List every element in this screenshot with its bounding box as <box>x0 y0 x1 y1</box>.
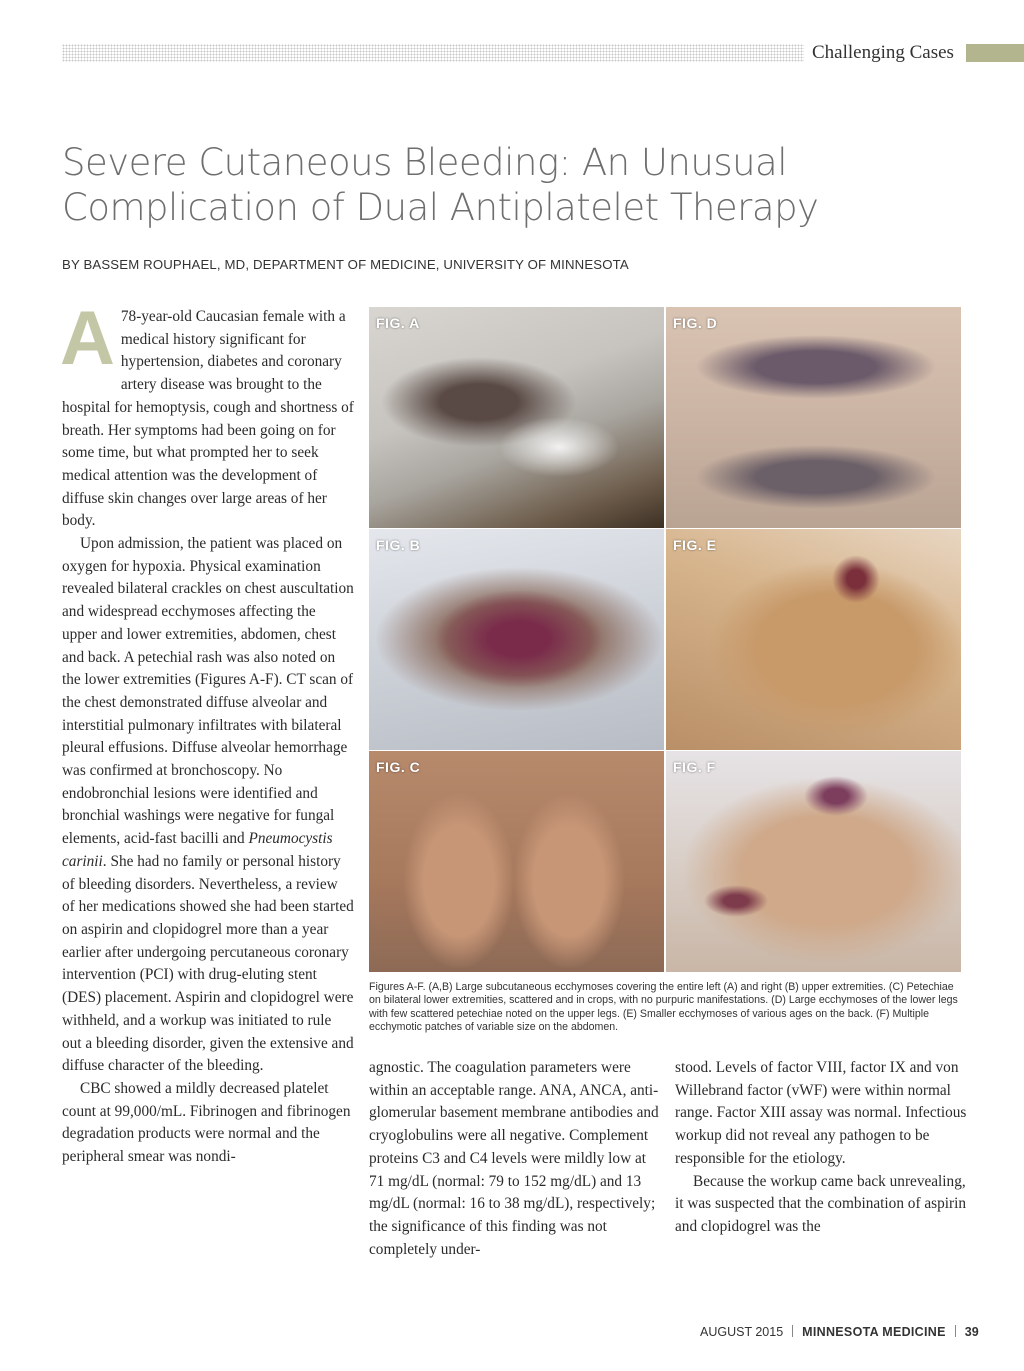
footer-divider <box>955 1325 956 1337</box>
figure-c-image <box>369 751 664 972</box>
figure-e-image <box>666 529 961 750</box>
paragraph-3: CBC showed a mildly decreased platelet count at 99,000/mL. Fibrinogen and fibrinogen degradation products were normal and the peripheral smear was nondi- <box>62 1079 351 1166</box>
header-accent-bar <box>966 44 1024 62</box>
footer-divider <box>792 1325 793 1337</box>
figure-a-image <box>369 307 664 528</box>
figure-b-image <box>369 529 664 750</box>
figure-d-label: FIG. D <box>673 315 718 331</box>
header-dot-pattern <box>62 44 804 62</box>
figure-e-label: FIG. E <box>673 537 717 553</box>
paragraph-2-text-b: . She had no family or personal history of bleeding disorders. Nevertheless, a review of her medications showed she had been started on aspirin and clopidogrel more than a year earlier after undergoing percutaneous coronary intervention (PCI) with drug-eluting stent (DES) placement. Aspirin and clopidogrel were withheld, and a workup was initiated to rule out a bleeding disorder, given the extensive and diffuse character of the bleeding. <box>62 852 354 1075</box>
figure-d-image <box>666 307 961 528</box>
text-column-2 <box>369 1057 661 1261</box>
article-title-line-2: Complication of Dual Antiplatelet Therapy <box>62 186 819 229</box>
figure-grid <box>369 307 961 972</box>
issue-date: AUGUST 2015 <box>700 1325 784 1339</box>
article-title <box>62 140 962 230</box>
figure-c-label: FIG. C <box>376 759 421 775</box>
journal-name: MINNESOTA MEDICINE <box>802 1325 946 1339</box>
paragraph-2-italic: Pneumocystis carinii <box>62 830 333 870</box>
figure-b-label: FIG. B <box>376 537 421 553</box>
paragraph-2 <box>62 533 354 1078</box>
page-footer <box>700 1325 979 1339</box>
paragraph-5: stood. Levels of factor VIII, factor IX and von Willebrand factor (vWF) were within normal range. Factor XIII assay was normal. Infectious workup did not reveal any pathogen to be responsible for the etiology. <box>675 1059 967 1167</box>
text-column-3 <box>675 1057 967 1239</box>
paragraph-6: Because the workup came back unrevealing, it was suspected that the combination of aspirin and clopidogrel was the <box>675 1172 966 1235</box>
drop-cap: A <box>60 296 115 381</box>
paragraph-1 <box>60 296 354 533</box>
figure-f-label: FIG. F <box>673 759 716 775</box>
paragraph-4: agnostic. The coagulation parameters were within an acceptable range. ANA, ANCA, anti-glomerular basement membrane antibodies and cryoglobulins were all negative. Complement proteins C3 and C4 levels were mildly low at 71 mg/dL (normal: 79 to 152 mg/dL) and 13 mg/dL (normal: 16 to 38 mg/dL), respectively; the significance of this finding was not completely under- <box>369 1059 659 1258</box>
article-title-line-1: Severe Cutaneous Bleeding: An Unusual <box>62 141 788 184</box>
figure-a-label: FIG. A <box>376 315 420 331</box>
page-number: 39 <box>964 1325 979 1339</box>
byline: BY BASSEM ROUPHAEL, MD, DEPARTMENT OF MEDICINE, UNIVERSITY OF MINNESOTA <box>62 257 629 272</box>
paragraph-2-text-a: Upon admission, the patient was placed on oxygen for hypoxia. Physical examination revealed bilateral crackles on chest auscultation and widespread ecchymoses affecting the upper and lower extremities, abdomen, chest and back. A petechial rash was also noted on the lower extremities (Figures A-F). CT scan of the chest demonstrated diffuse alveolar and interstitial pulmonary infiltrates with bilateral pleural effusions. Diffuse alveolar hemorrhage was confirmed at bronchoscopy. No endobronchial lesions were identified and bronchial washings were negative for fungal elements, acid-fast bacilli and <box>62 535 354 848</box>
section-label: Challenging Cases <box>812 42 954 63</box>
paragraph-1-text: 78-year-old Caucasian female with a medical history significant for hypertension, diabetes and coronary artery disease was brought to the hospital for hemoptysis, cough and shortness of breath. Her symptoms had been going on for some time, but what prompted her to seek medical attention was the development of diffuse skin changes over large areas of her body. <box>62 308 354 530</box>
figure-f-image <box>666 751 961 972</box>
figure-caption: Figures A-F. (A,B) Large subcutaneous ecchymoses covering the entire left (A) and right (B) upper extremities. (C) Petechiae on bilateral lower extremities, scattered and in crops, with no purpuric manifestations. (D) Large ecchymoses of the lower legs with few scattered petechiae noted on the upper legs. (E) Smaller ecchymoses of various ages on the back. (F) Multiple ecchymotic patches of variable size on the abdomen. <box>369 981 958 1033</box>
text-column-1 <box>60 296 354 1169</box>
